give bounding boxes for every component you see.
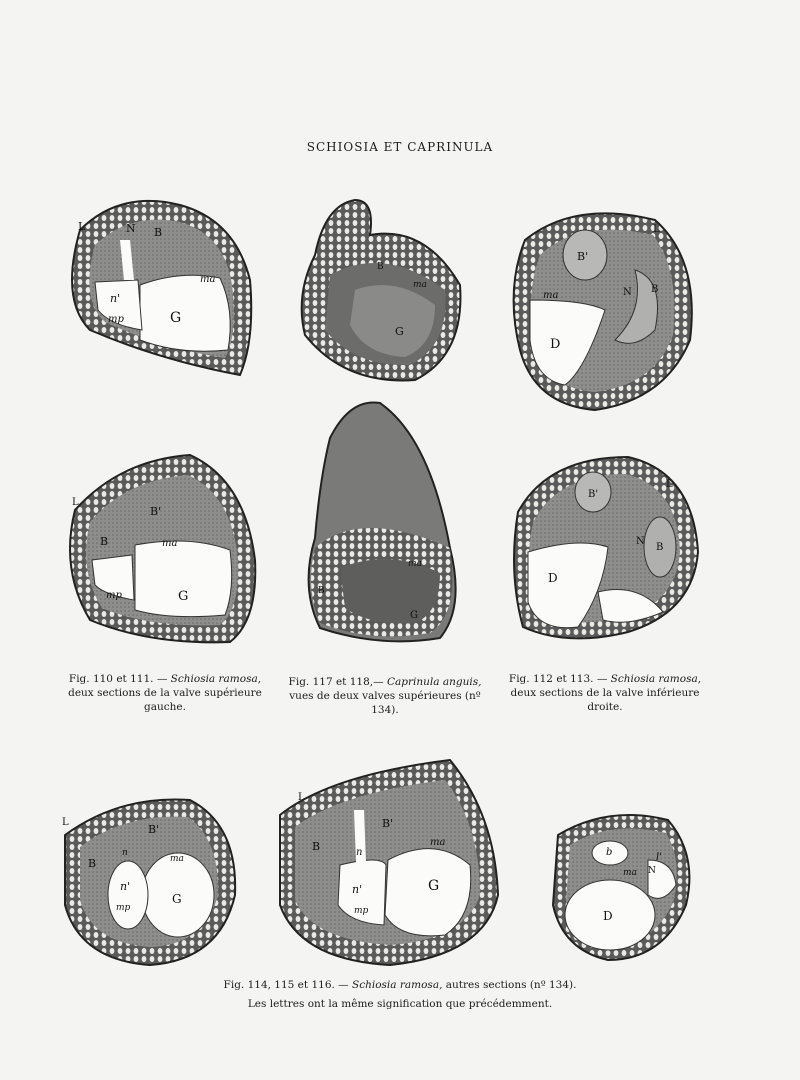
caption-right-fig: Fig. 112 et 113. — [508, 673, 608, 685]
label-N-112: N [623, 287, 632, 298]
caption-right-rest: deux sections de la valve inférieure droite. [510, 687, 700, 713]
label-ma-116: ma [623, 868, 637, 878]
label-N-113: N [636, 536, 645, 547]
label-mp-111: mp [106, 590, 122, 601]
caption-center-rest: vues de deux valves supérieures (nº 134). [289, 690, 481, 716]
label-ma-118: ma [408, 559, 422, 569]
label-Bp-112: B' [577, 250, 589, 263]
label-B-114: B [88, 857, 97, 870]
figure-110-section [60, 190, 260, 390]
caption-bottom-fig: Fig. 114, 115 et 116. — [223, 979, 349, 991]
label-np: n' [110, 292, 121, 305]
label-B: B [154, 226, 163, 239]
label-B-112: B [651, 284, 659, 295]
figure-116-section [548, 805, 698, 965]
caption-right-species: Schiosia ramosa, [610, 673, 702, 685]
letters-note: Les lettres ont la même signification que précédemment. [247, 998, 553, 1010]
label-L-111: L [72, 497, 79, 508]
caption-left-species: Schiosia ramosa, [170, 673, 262, 685]
figure-111-section [60, 450, 265, 650]
figure-115-section [270, 755, 500, 970]
label-N-116: N [648, 866, 656, 876]
figure-112-section [505, 200, 700, 415]
label-L-115: L [298, 792, 305, 803]
label-ma-115: ma [430, 837, 446, 848]
figure-118-shell [300, 398, 470, 648]
caption-center-fig: Fig. 117 et 118,— [288, 676, 384, 688]
label-G: G [170, 310, 182, 326]
label-G-118: G [410, 610, 418, 621]
label-Bp-115: B' [382, 817, 394, 830]
label-B-111: B [100, 535, 109, 548]
label-np-115: n' [352, 883, 363, 896]
label-L-112: L [653, 224, 660, 235]
figure-113-section [508, 452, 703, 647]
label-Bp-111: B' [150, 505, 162, 518]
label-L-114: L [62, 817, 69, 828]
label-ma-114: ma [170, 854, 184, 864]
label-ma-111: ma [162, 538, 178, 549]
label-D-116: D [603, 909, 613, 923]
caption-bottom-species: Schiosia ramosa, [352, 979, 443, 991]
caption-center [285, 675, 485, 717]
label-L-113: L [666, 479, 673, 490]
label-D-112: D [550, 337, 561, 352]
label-N: N [126, 222, 136, 235]
label-B-115: B [312, 840, 321, 853]
caption-right [500, 672, 710, 714]
label-ma: ma [200, 274, 216, 285]
label-ma-112: ma [543, 290, 559, 301]
label-Bp-114: B' [148, 823, 160, 836]
label-mp: mp [108, 314, 124, 325]
label-G-111: G [178, 589, 189, 604]
label-mp-114: mp [116, 903, 131, 913]
label-n-115: n [356, 847, 363, 858]
page-title: SCHIOSIA ET CAPRINULA [306, 140, 494, 154]
label-Bp-113: B' [588, 489, 599, 500]
label-mp-115: mp [354, 906, 369, 916]
label-B-117: B [377, 262, 384, 272]
label-G-117: G [395, 325, 404, 338]
label-lp-116: l' [656, 852, 662, 863]
caption-left-fig: Fig. 110 et 111. — [68, 673, 168, 685]
caption-left-rest: deux sections de la valve supérieure gauche. [68, 687, 262, 713]
caption-bottom [0, 978, 800, 992]
label-ma-117: ma [413, 280, 427, 290]
caption-left [60, 672, 270, 714]
label-D-113: D [548, 571, 558, 585]
label-b-116: b [606, 847, 613, 858]
label-B-118: B [318, 586, 325, 596]
label-B-113: B [656, 542, 664, 553]
label-np-114: n' [120, 880, 131, 893]
caption-bottom-rest: autres sections (nº 134). [445, 979, 577, 991]
caption-center-species: Caprinula anguis, [386, 676, 482, 688]
label-n-114: n [122, 848, 128, 858]
figure-114-section [60, 795, 240, 970]
figure-117-shell [295, 195, 475, 385]
label-G-115: G [428, 878, 440, 894]
label-G-114: G [172, 892, 182, 906]
label-L: L [78, 220, 86, 233]
